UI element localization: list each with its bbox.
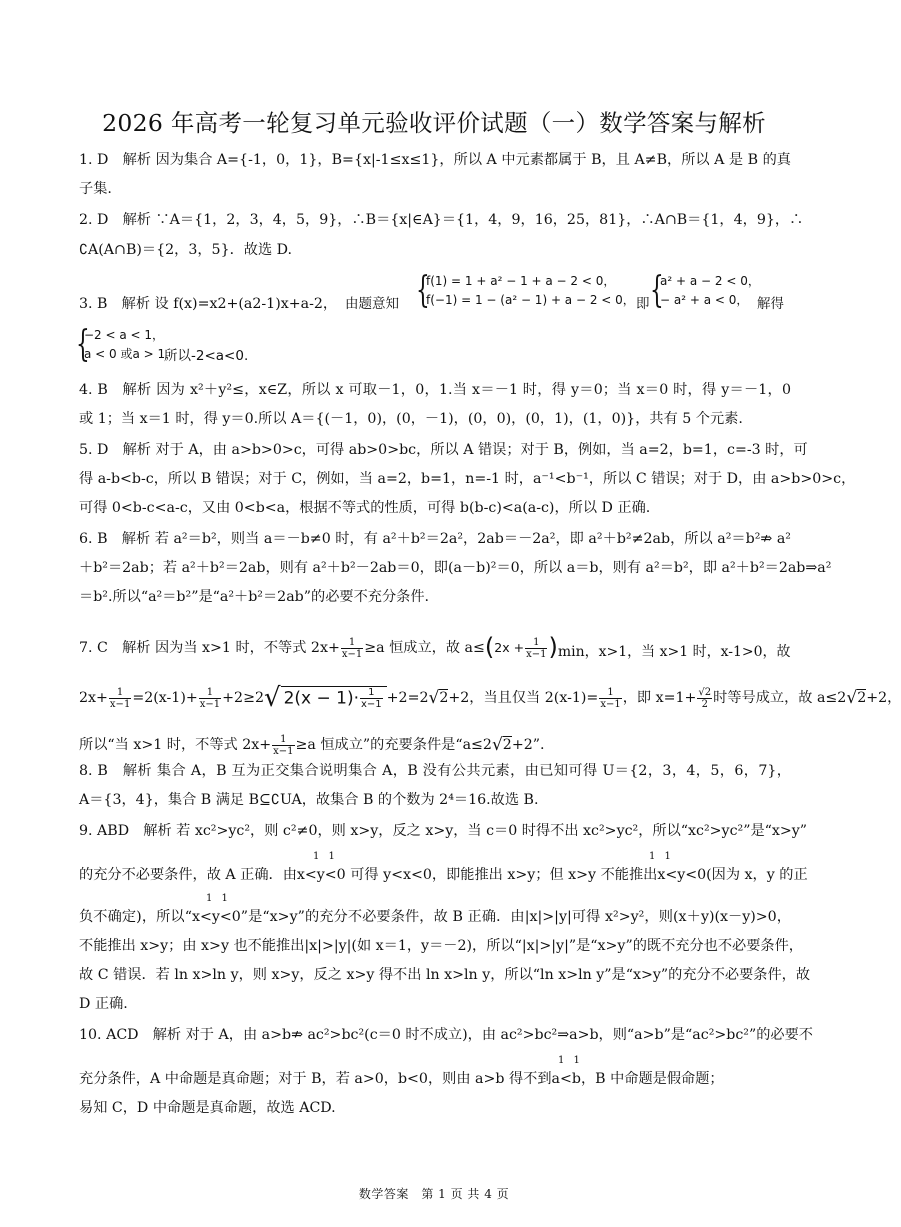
- answer-3-solve: 解得: [757, 296, 784, 312]
- answer-3-result: 所以-2<a<0.: [164, 348, 249, 364]
- page-footer: 数学答案 第 1 页 共 4 页: [358, 1187, 510, 1201]
- fraction-numerators: 1 1: [206, 893, 231, 904]
- document-title: 2026 年高考一轮复习单元验收评价试题（一）数学答案与解析: [102, 109, 766, 137]
- answer-9-line-4: 不能推出 x>y；由 x>y 也不能推出|x|>|y|(如 x＝1，y＝－2)，所以“|x|>|y|”是“x>y”的既不充分也不必要条件，: [79, 938, 803, 954]
- answer-9-line-1: 9. ABD 解析 若 xc²>yc²，则 c²≠0，则 x>y，反之 x>y，当 c＝0 时得不出 xc²>yc²，所以“xc²>yc²”是“x>y”: [79, 823, 808, 839]
- answer-7-line-2: 2x+ $\frac{1}{x-1}$ =2(x-1)+ $\frac{1}{x-1}$ +2≥2√ 2(x − 1)· $\frac{1}{x-1}$ +2=2√2+2，当且仅当 2(x-1)= $\frac{1}{x-1}$ ，即 x=1+ $\frac{√2}{2}$ 时等号成立，故 a≤2√2+2，: [79, 683, 901, 713]
- answer-8-line-1: 8. B 解析 集合 A，B 互为正交集合说明集合 A，B 没有公共元素，由已知可得 U＝{2，3，4，5，6，7}，: [79, 763, 791, 779]
- system-1-eq-2: f(−1) = 1 − (a² − 1) + a − 2 < 0，: [426, 293, 635, 307]
- system-2-eq-2: − a² + a < 0，: [660, 293, 749, 307]
- sqrt-sign: √: [264, 683, 281, 713]
- system-3-eq-2: a < 0 或a > 1，: [84, 347, 178, 361]
- answer-7-line-1: 7. C 解析 因为当 x>1 时，不等式 2x+ $\frac{1}{x-1}$ ≥a 恒成立，故 a≤(2x + $\frac{1}{x-1}$ )$_{min,x>1,当 x>1 时,x-1>0,故}$: [79, 633, 791, 661]
- answer-10-line-1: 10. ACD 解析 对于 A，由 a>b⇏ ac²>bc²(c＝0 时不成立)，由 ac²>bc²⇒a>b，则“a>b”是“ac²>bc²”的必要不: [79, 1027, 813, 1043]
- answer-5-line-1: 5. D 解析 对于 A，由 a>b>0>c，可得 ab>0>bc，所以 A 错误；对于 B，例如，当 a=2，b=1，c=-3 时，可: [79, 442, 808, 458]
- system-1-eq-1: f(1) = 1 + a² − 1 + a − 2 < 0，: [426, 274, 616, 288]
- answer-6-line-2: ＋b²＝2ab；若 a²＋b²＝2ab，则有 a²＋b²－2ab＝0，即(a－b)²＝0，所以 a＝b，则有 a²＝b²，即 a²＋b²＝2ab⇒a²: [79, 560, 832, 576]
- system-brace-3: {: [76, 324, 90, 365]
- answer-3-ie: 即: [636, 296, 650, 312]
- answer-7-line-3: 所以“当 x>1 时，不等式 2x+ $\frac{1}{x-1}$ ≥a 恒成立”的充要条件是“a≤2√2+2”.: [79, 733, 545, 757]
- answer-9-line-3: 负不确定)，所以“x<y<0”是“x>y”的充分不必要条件，故 B 正确．由|x|>|y|可得 x²>y²，则(x＋y)(x－y)>0，: [79, 909, 791, 925]
- answer-4-line-2: 或 1；当 x＝1 时，得 y＝0.所以 A＝{(－1，0)，(0，－1)，(0，0)，(0，1)，(1，0)}，共有 5 个元素.: [79, 411, 743, 427]
- answer-1-line-1: 1. D 解析 因为集合 A={-1，0，1}，B={x|-1≤x≤1}，所以 A 中元素都属于 B，且 A≠B，所以 A 是 B 的真: [79, 152, 791, 168]
- answer-10-line-3: 易知 C，D 中命题是真命题，故选 ACD.: [79, 1100, 336, 1116]
- answer-9-line-5: 故 C 错误．若 ln x>ln y，则 x>y，反之 x>y 得不出 ln x>ln y，所以“ln x>ln y”是“x>y”的充分不必要条件，故: [79, 967, 811, 983]
- system-3-eq-1: −2 < a < 1，: [84, 328, 165, 342]
- answer-9-line-6: D 正确.: [79, 996, 128, 1012]
- system-brace-1: {: [416, 270, 430, 311]
- answer-6-line-1: 6. B 解析 若 a²＝b²，则当 a＝－b≠0 时，有 a²＋b²＝2a²，2ab＝－2a²，即 a²＋b²≠2ab，所以 a²＝b²⇏ a²: [79, 531, 791, 547]
- answer-10-line-2: 充分条件，A 中命题是真命题；对于 B，若 a>0，b<0，则由 a>b 得不到a<b，B 中命题是假命题；: [79, 1071, 724, 1087]
- fraction-numerators: 1 1: [313, 851, 338, 862]
- answer-3-prefix: 3. B 解析 设 f(x)=x2+(a2-1)x+a-2，: [79, 296, 338, 312]
- fraction-numerators: 1 1: [649, 851, 674, 862]
- fraction: $\frac{1}{x-1}$: [341, 636, 363, 660]
- answer-4-line-1: 4. B 解析 因为 x²＋y²≤，x∈Z，所以 x 可取－1，0，1.当 x＝－1 时，得 y＝0；当 x＝0 时，得 y＝－1，0: [79, 382, 791, 398]
- answer-2-line-1: 2. D 解析 ∵A＝{1，2，3，4，5，9}，∴B＝{x|∈A}＝{1，4，9，16，25，81}，∴A∩B＝{1，4，9}，∴: [79, 212, 804, 228]
- answer-2-line-2: ∁A(A∩B)＝{2，3，5}．故选 D.: [79, 242, 293, 258]
- fraction-numerators: 1 1: [558, 1055, 583, 1066]
- answer-5-line-3: 可得 0<b-c<a-c，又由 0<b<a，根据不等式的性质，可得 b(b-c)<a(a-c)，所以 D 正确.: [79, 500, 651, 516]
- answer-1-line-2: 子集.: [79, 181, 112, 197]
- system-2-eq-1: a² + a − 2 < 0，: [660, 274, 760, 288]
- answer-8-line-2: A＝{3，4}，集合 B 满足 B⊆∁UA，故集合 B 的个数为 2⁴＝16.故选 B.: [79, 792, 539, 808]
- system-brace-2: {: [650, 270, 664, 311]
- answer-9-line-2: 的充分不必要条件，故 A 正确．由x<y<0 可得 y<x<0，即能推出 x>y；但 x>y 不能推出x<y<0(因为 x，y 的正: [79, 867, 808, 883]
- answer-6-line-3: ＝b².所以“a²＝b²”是“a²＋b²＝2ab”的必要不充分条件.: [79, 589, 430, 605]
- answer-5-line-2: 得 a-b<b-c，所以 B 错误；对于 C，例如，当 a=2，b=1，n=-1 时，a⁻¹<b⁻¹，所以 C 错误；对于 D，由 a>b>0>c，: [79, 471, 856, 487]
- answer-3-given: 由题意知: [345, 296, 399, 312]
